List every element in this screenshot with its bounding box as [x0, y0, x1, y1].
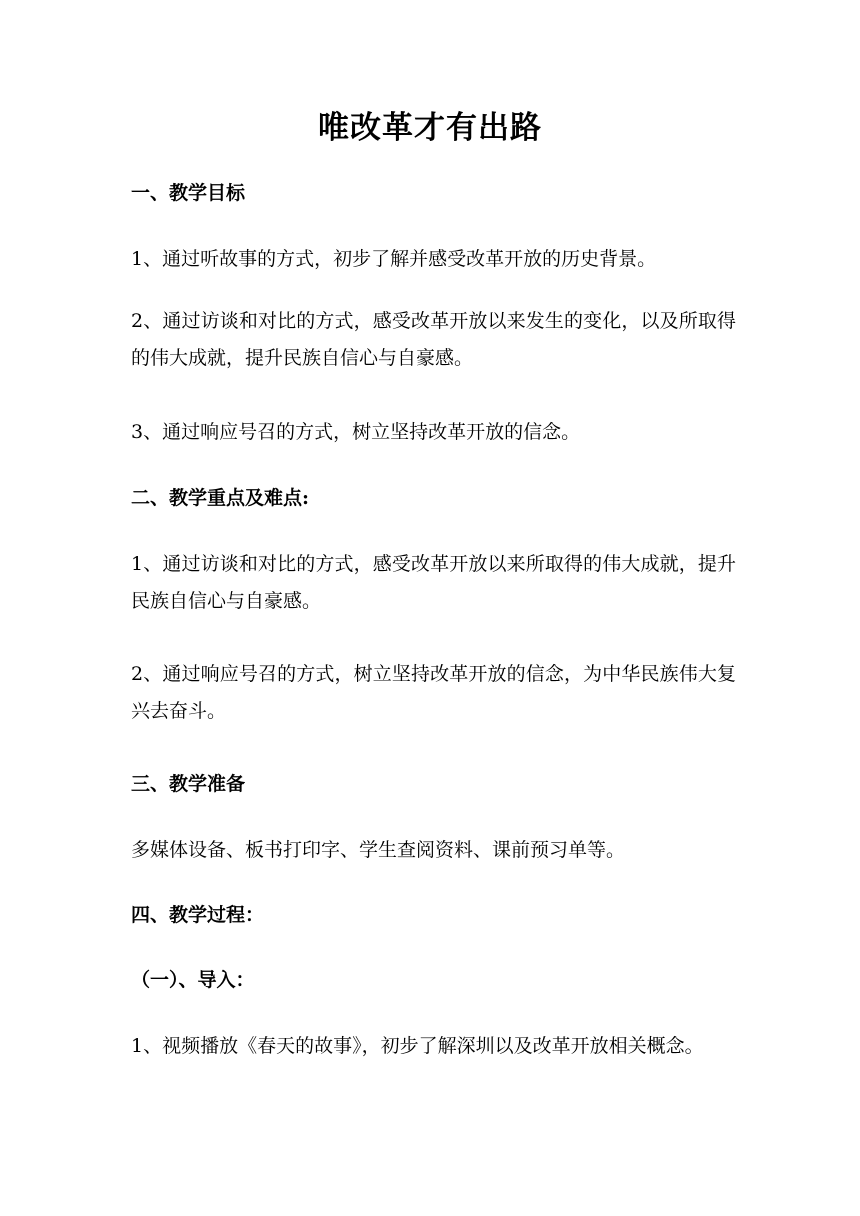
subheading-introduction: （一）、导入： — [131, 969, 255, 991]
key-points-paragraph-1: 1、通过访谈和对比的方式，感受改革开放以来所取得的伟大成就，提升民族自信心与自豪感。 — [131, 553, 736, 612]
document-title: 唯改革才有出路 — [318, 110, 542, 146]
key-points-paragraph-2: 2、通过响应号召的方式，树立坚持改革开放的信念，为中华民族伟大复兴去奋斗。 — [131, 663, 736, 722]
process-paragraph-1: 1、视频播放《春天的故事》，初步了解深圳以及改革开放相关概念。 — [131, 1035, 704, 1057]
objectives-paragraph-3: 3、通过响应号召的方式，树立坚持改革开放的信念。 — [131, 421, 581, 443]
section-heading-preparation: 三、教学准备 — [131, 773, 246, 795]
section-heading-objectives: 一、教学目标 — [131, 182, 246, 204]
section-heading-process: 四、教学过程： — [131, 904, 265, 926]
preparation-paragraph: 多媒体设备、板书打印字、学生查阅资料、课前预习单等。 — [131, 839, 626, 861]
objectives-paragraph-1: 1、通过听故事的方式，初步了解并感受改革开放的历史背景。 — [131, 248, 657, 270]
objectives-paragraph-2: 2、通过访谈和对比的方式，感受改革开放以来发生的变化，以及所取得的伟大成就，提升民族自信心与自豪感。 — [131, 310, 736, 369]
section-heading-key-points: 二、教学重点及难点: — [131, 487, 310, 509]
